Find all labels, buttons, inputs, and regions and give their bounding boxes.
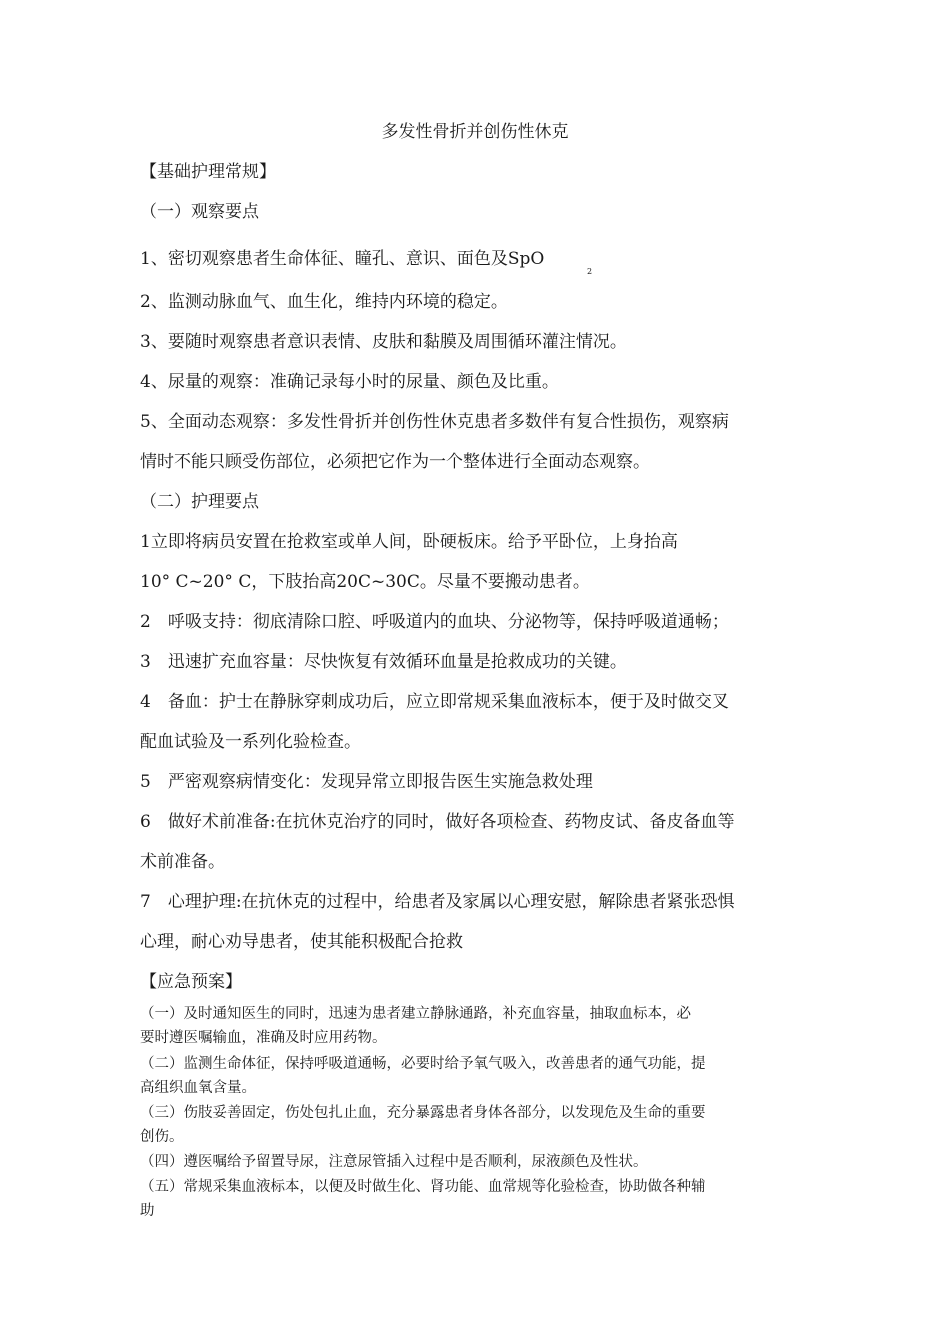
emergency-item-5-line-2: 助 bbox=[140, 1203, 155, 1219]
nursing-item-4-line-1: 4 备血：护士在静脉穿刺成功后，应立即常规采集血液标本，便于及时做交叉 bbox=[140, 692, 729, 712]
observation-item-5-line-2: 情时不能只顾受伤部位，必须把它作为一个整体进行全面动态观察。 bbox=[140, 452, 650, 472]
emergency-item-3-line-2: 创伤。 bbox=[140, 1129, 184, 1145]
nursing-item-2: 2 呼吸支持：彻底清除口腔、呼吸道内的血块、分泌物等，保持呼吸道通畅； bbox=[140, 612, 729, 632]
nursing-item-7-line-2: 心理，耐心劝导患者，使其能积极配合抢救 bbox=[140, 932, 463, 952]
emergency-item-1-line-1: （一）及时通知医生的同时，迅速为患者建立静脉通路，补充血容量，抽取血标本，必 bbox=[140, 1006, 691, 1022]
emergency-item-4: （四）遵医嘱给予留置导尿，注意尿管插入过程中是否顺利，尿液颜色及性状。 bbox=[140, 1154, 648, 1170]
subscript-2: 2 bbox=[587, 267, 593, 276]
subheading-nursing-points: （二）护理要点 bbox=[140, 492, 259, 512]
emergency-item-5-line-1: （五）常规采集血液标本，以便及时做生化、肾功能、血常规等化验检查，协助做各种辅 bbox=[140, 1179, 706, 1195]
document-title: 多发性骨折并创伤性休克 bbox=[381, 122, 569, 142]
nursing-item-4-line-2: 配血试验及一系列化验检查。 bbox=[140, 732, 361, 752]
nursing-item-5: 5 严密观察病情变化：发现异常立即报告医生实施急救处理 bbox=[140, 772, 593, 792]
emergency-item-2-line-2: 高组织血氧含量。 bbox=[140, 1080, 256, 1096]
emergency-item-3-line-1: （三）伤肢妥善固定，伤处包扎止血，充分暴露患者身体各部分，以发现危及生命的重要 bbox=[140, 1105, 706, 1121]
observation-item-1-text: 1、密切观察患者生命体征、瞳孔、意识、面色及SpO bbox=[140, 249, 545, 269]
emergency-item-2-line-1: （二）监测生命体征，保持呼吸道通畅，必要时给予氧气吸入，改善患者的通气功能，提 bbox=[140, 1056, 706, 1072]
observation-item-1 bbox=[140, 248, 820, 276]
section-heading-basic-care: 【基础护理常规】 bbox=[140, 162, 276, 182]
nursing-item-1-line-2: 10° C~20° C，下肢抬高20C~30C。尽量不要搬动患者。 bbox=[140, 572, 590, 592]
emergency-item-1-line-2: 要时遵医嘱输血，准确及时应用药物。 bbox=[140, 1030, 387, 1046]
nursing-item-3: 3 迅速扩充血容量：尽快恢复有效循环血量是抢救成功的关键。 bbox=[140, 652, 627, 672]
nursing-item-6-line-1: 6 做好术前准备:在抗休克治疗的同时，做好各项检查、药物皮试、备皮备血等 bbox=[140, 812, 735, 832]
section-heading-emergency-plan: 【应急预案】 bbox=[140, 972, 242, 992]
nursing-item-6-line-2: 术前准备。 bbox=[140, 852, 225, 872]
observation-item-4: 4、尿量的观察：准确记录每小时的尿量、颜色及比重。 bbox=[140, 372, 559, 392]
subheading-observation-points: （一）观察要点 bbox=[140, 202, 259, 222]
observation-item-3: 3、要随时观察患者意识表情、皮肤和黏膜及周围循环灌注情况。 bbox=[140, 332, 627, 352]
observation-item-5-line-1: 5、全面动态观察：多发性骨折并创伤性休克患者多数伴有复合性损伤，观察病 bbox=[140, 412, 729, 432]
observation-item-2: 2、监测动脉血气、血生化，维持内环境的稳定。 bbox=[140, 292, 508, 312]
nursing-item-1-line-1: 1立即将病员安置在抢救室或单人间，卧硬板床。给予平卧位，上身抬高 bbox=[140, 532, 678, 552]
nursing-item-7-line-1: 7 心理护理:在抗休克的过程中，给患者及家属以心理安慰，解除患者紧张恐惧 bbox=[140, 892, 735, 912]
